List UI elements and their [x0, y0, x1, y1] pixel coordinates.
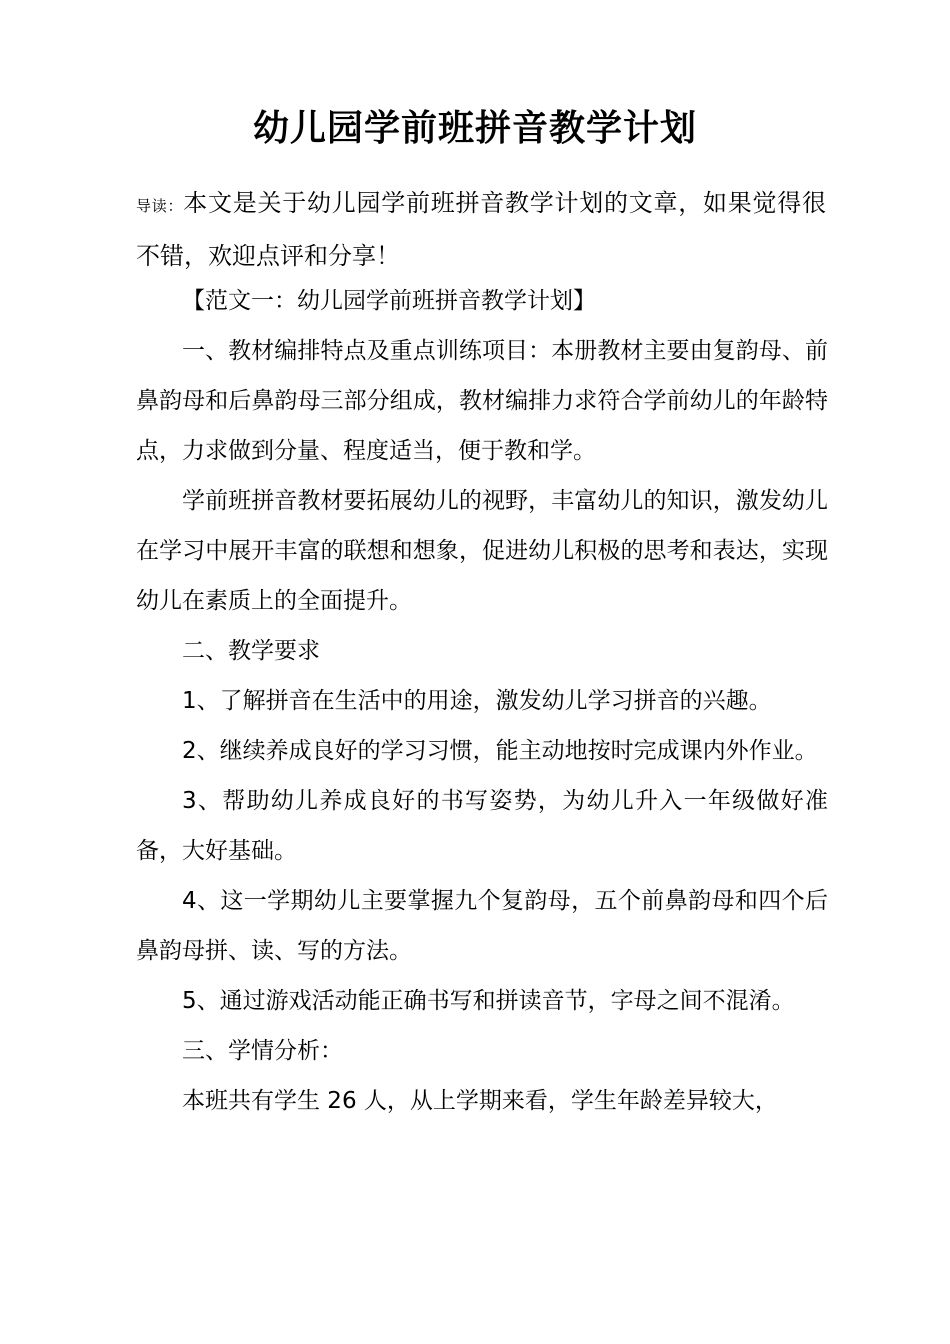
document-title: 幼儿园学前班拼音教学计划 — [252, 108, 697, 149]
document-body — [136, 276, 828, 1126]
intro-paragraph — [136, 178, 826, 281]
requirement-item-2: 2、继续养成良好的学习习惯，能主动地按时完成课内外作业。 — [182, 738, 818, 764]
requirement-item-3: 3、帮助幼儿养成良好的书写姿势，为幼儿升入一年级做好准备，大好基础。 — [136, 788, 828, 864]
requirement-item-4: 4、这一学期幼儿主要掌握九个复韵母，五个前鼻韵母和四个后鼻韵母拼、读、写的方法。 — [136, 888, 828, 964]
requirement-item-5: 5、通过游戏活动能正确书写和拼读音节，字母之间不混淆。 — [182, 988, 795, 1014]
intro-text: 本文是关于幼儿园学前班拼音教学计划的文章，如果觉得很不错，欢迎点评和分享！ — [136, 189, 826, 270]
sample-heading: 【范文一：幼儿园学前班拼音教学计划】 — [182, 288, 596, 314]
intro-lead: 导读： — [136, 197, 184, 215]
paragraph-textbook-features: 一、教材编排特点及重点训练项目：本册教材主要由复韵母、前鼻韵母和后鼻韵母三部分组成，教材编排力求符合学前幼儿的年龄特点，力求做到分量、程度适当，便于教和学。 — [136, 338, 828, 464]
section-heading-analysis: 三、学情分析： — [182, 1038, 343, 1064]
requirement-item-1: 1、了解拼音在生活中的用途，激发幼儿学习拼音的兴趣。 — [182, 688, 772, 714]
paragraph-textbook-goals: 学前班拼音教材要拓展幼儿的视野，丰富幼儿的知识，激发幼儿在学习中展开丰富的联想和想象，促进幼儿积极的思考和表达，实现幼儿在素质上的全面提升。 — [136, 488, 828, 614]
paragraph-class-analysis: 本班共有学生 26 人，从上学期来看，学生年龄差异较大， — [182, 1088, 778, 1114]
section-heading-requirements: 二、教学要求 — [182, 638, 320, 664]
